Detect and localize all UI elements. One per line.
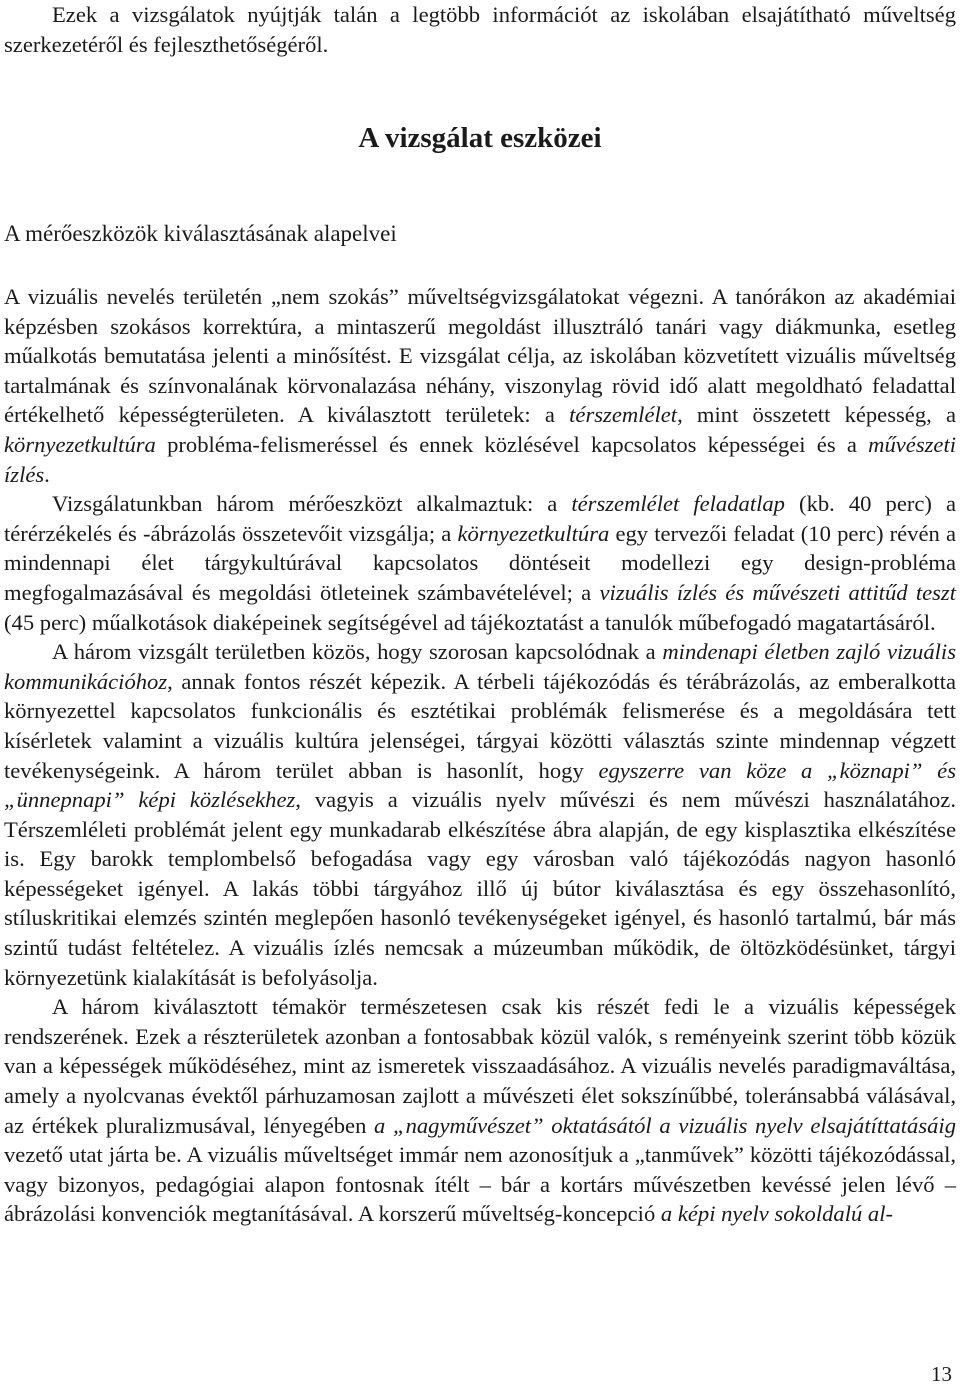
subsection-title: A mérőeszközök kiválasztásának alapelvei [4,221,397,246]
section-title: A vizsgálat eszközei [358,122,602,154]
emphasis: a képi nyelv sokoldalú al- [660,1201,894,1227]
emphasis: művészeti ízlés [4,431,956,487]
intro-paragraph: Ezek a vizsgálatok nyújtják talán a legtöbb információt az iskolában elsajátítható műveltség szerkezetéről és fejleszthetőségéről. [4,2,956,57]
paragraph-1: A vizuális nevelés területén „nem szokás” műveltségvizsgálatokat végezni. A tanórákon az akadémiai képzésben szokásos korrektúra, a mintaszerű megoldást illusztráló tanári vagy diákmunka, esetleg műalkotás bemutatása jelenti a minősítést. E vizsgálat célja, az iskolában közvetített vizuális műveltség tartalmának és színvonalának körvonalazása néhány, viszonylag rövid idő alatt megoldható feladattal értékelhető képességterületen. A kiválasztott területek: a térszemlélet, mint összetett képesség, a környezetkultúra probléma-felismeréssel és ennek közlésével kapcsolatos képességei és a művészeti ízlés. [4,284,957,487]
emphasis: mindenapi életben zajló vizuális kommunikációhoz [4,639,956,694]
emphasis: egyszerre van köze a „köznapi” és „ünnepnapi” képi közlésekhez [4,757,956,813]
page-number: 13 [931,1362,952,1386]
emphasis: térszemlélet [569,402,678,428]
paragraph-4: A három kiválasztott témakör természetesen csak kis részét fedi le a vizuális képességek rendszerének. Ezek a részterületek azonban a fontosabbak közül valók, s reményeink szerint több közük van a képességek működéséhez, mint az ismeretek visszaadásához. A vizuális nevelés paradigmaváltása, amely a nyolcvanas évektől párhuzamosan zajlott a művészeti élet sokszínűbbé, toleránsabbá válásával, az értékek pluralizmusával, lényegében a „nagyművészet” oktatásától a vizuális nyelv elsajátíttatásáig vezető utat járta be. A vizuális műveltséget immár nem azonosítjuk a „tanművek” közötti tájékozódással, vagy bizonyos, pedagógiai alapon fontosnak ítélt – bár a kortárs művészetben kevéssé jelen lévő – ábrázolási konvenciók megtanításával. A korszerű műveltség-koncepció a képi nyelv sokoldalú al- [4,994,956,1227]
paragraph-3: A három vizsgált területben közös, hogy szorosan kapcsolódnak a mindenapi életben zajló vizuális kommunikációhoz, annak fontos részét képezik. A térbeli tájékozódás és térábrázolás, az emberalkotta környezettel kapcsolatos funkcionális és esztétikai problémák felismerése és a megoldására tett kísérletek valamint a vizuális kultúra jelenségei, tárgyai közötti választás szinte mindennap végzett tevékenységeink. A három terület abban is hasonlít, hogy egyszerre van köze a „köznapi” és „ünnepnapi” képi közlésekhez, vagyis a vizuális nyelv művészi és nem művészi használatához. Térszemléleti problémát jelent egy munkadarab elkészítése ábra alapján, de egy kisplasztika elkészítése is. Egy barokk templombelső befogadása vagy egy városban való tájékozódás nagyon hasonló képességeket igényel. A lakás többi tárgyához illő új bútor kiválasztása és egy összehasonlító, stíluskritikai elemzés szintén meglepően hasonló tevékenységeket igényel, és hasonló tartalmú, bár más szintű tudást feltételez. A vizuális ízlés nemcsak a múzeumban működik, de öltözködésünket, tárgyi környezetünk kialakítását is befolyásolja. [4,639,956,990]
body-text [4,282,956,1229]
emphasis: a „nagyművészet” oktatásától a vizuális nyelv elsajátíttatásáig [374,1112,956,1138]
paragraph-2: Vizsgálatunkban három mérőeszközt alkalmaztuk: a térszemlélet feladatlap (kb. 40 perc) a térérzékelés és -ábrázolás összetevőit vizsgálja; a környezetkultúra egy tervezői feladat (10 perc) révén a mindennapi élet tárgykultúrával kapcsolatos döntéseit modellezi egy design-probléma megfogalmazásával és megoldási ötleteinek számbavételével; a vizuális ízlés és művészeti attitűd teszt (45 perc) műalkotások diaképeinek segítségével ad tájékoztatást a tanulók műbefogadó magatartásáról. [4,491,957,635]
emphasis: térszemlélet feladatlap [571,491,785,517]
emphasis: környezetkultúra [457,520,610,546]
emphasis: vizuális ízlés és művészeti attitűd teszt [599,579,956,605]
emphasis: környezetkultúra [4,431,156,457]
